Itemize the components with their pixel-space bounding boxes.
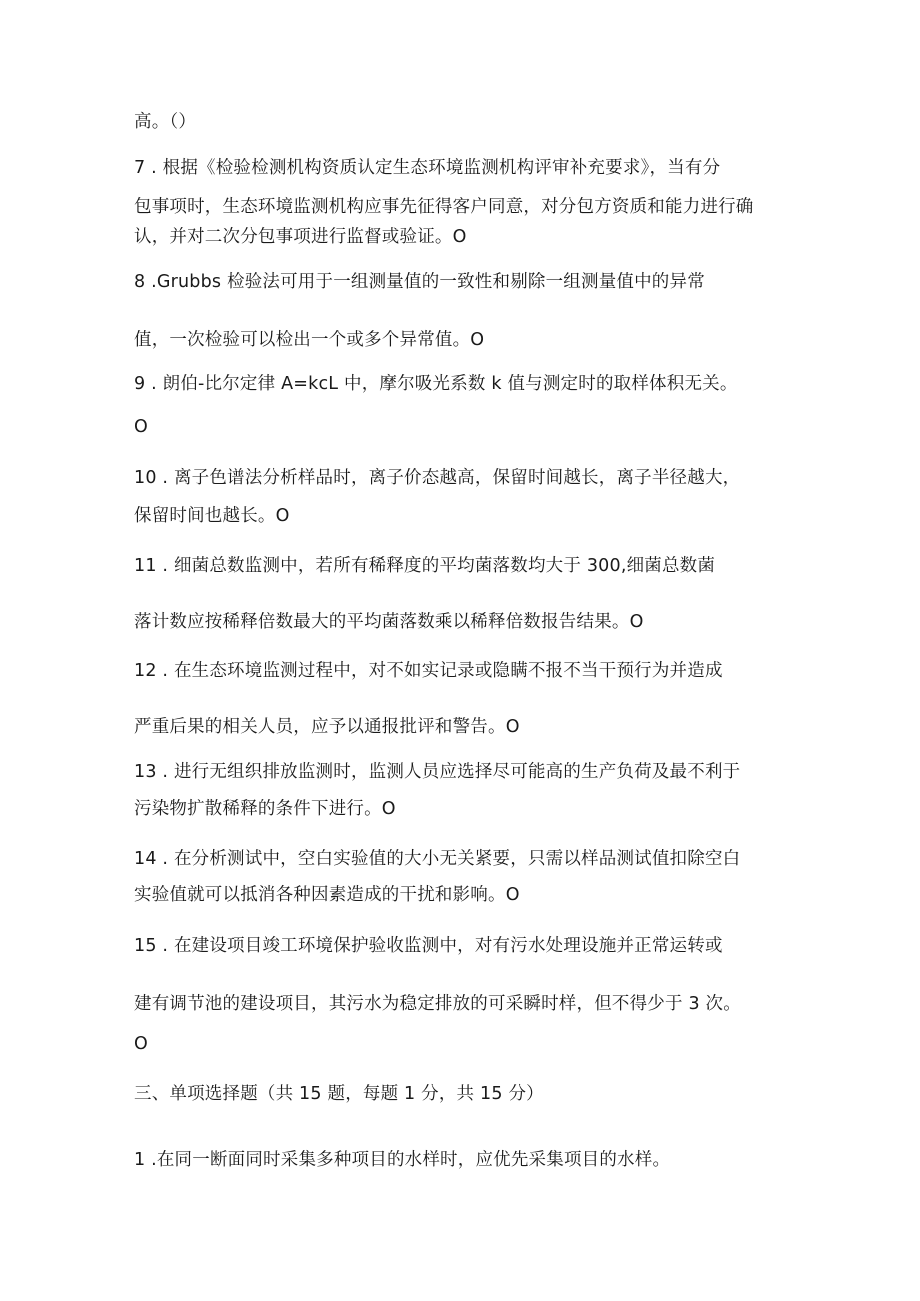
text-line: 14 . 在分析测试中，空白实验值的大小无关紧要，只需以样品测试值扣除空白 — [134, 849, 741, 869]
text-line: 污染物扩散稀释的条件下进行。O — [134, 799, 396, 819]
text-line: 13 . 进行无组织排放监测时，监测人员应选择尽可能高的生产负荷及最不利于 — [134, 762, 741, 782]
text-line: 高。（） — [134, 112, 197, 132]
text-line: O — [134, 417, 148, 437]
text-line: 实验值就可以抵消各种因素造成的干扰和影响。O — [134, 885, 520, 905]
text-line: 认，并对二次分包事项进行监督或验证。O — [134, 227, 467, 247]
text-line: 1 .在同一断面同时采集多种项目的水样时，应优先采集项目的水样。 — [134, 1150, 671, 1170]
text-line: 7 . 根据《检验检测机构资质认定生态环境监测机构评审补充要求》，当有分 — [134, 158, 721, 178]
section-heading: 三、单项选择题（共 15 题，每题 1 分，共 15 分） — [134, 1084, 544, 1104]
text-line: 10 . 离子色谱法分析样品时，离子价态越高，保留时间越长，离子半径越大， — [134, 468, 741, 488]
text-line: 值，一次检验可以检出一个或多个异常值。O — [134, 330, 485, 350]
text-line: 严重后果的相关人员，应予以通报批评和警告。O — [134, 717, 520, 737]
text-line: 12 . 在生态环境监测过程中，对不如实记录或隐瞒不报不当干预行为并造成 — [134, 661, 723, 681]
text-line: 15 . 在建设项目竣工环境保护验收监测中，对有污水处理设施并正常运转或 — [134, 936, 723, 956]
text-line: 建有调节池的建设项目，其污水为稳定排放的可采瞬时样，但不得少于 3 次。 — [134, 994, 741, 1014]
text-line: 保留时间也越长。O — [134, 506, 290, 526]
text-line: 包事项时，生态环境监测机构应事先征得客户同意，对分包方资质和能力进行确 — [134, 197, 754, 217]
text-line: 8 .Grubbs 检验法可用于一组测量值的一致性和剔除一组测量值中的异常 — [134, 272, 705, 292]
text-line: O — [134, 1034, 148, 1054]
text-line: 落计数应按稀释倍数最大的平均菌落数乘以稀释倍数报告结果。O — [134, 612, 644, 632]
text-line: 9 . 朗伯-比尔定律 A=kcL 中，摩尔吸光系数 k 值与测定时的取样体积无关。 — [134, 374, 738, 394]
text-line: 11 . 细菌总数监测中，若所有稀释度的平均菌落数均大于 300,细菌总数菌 — [134, 556, 716, 576]
